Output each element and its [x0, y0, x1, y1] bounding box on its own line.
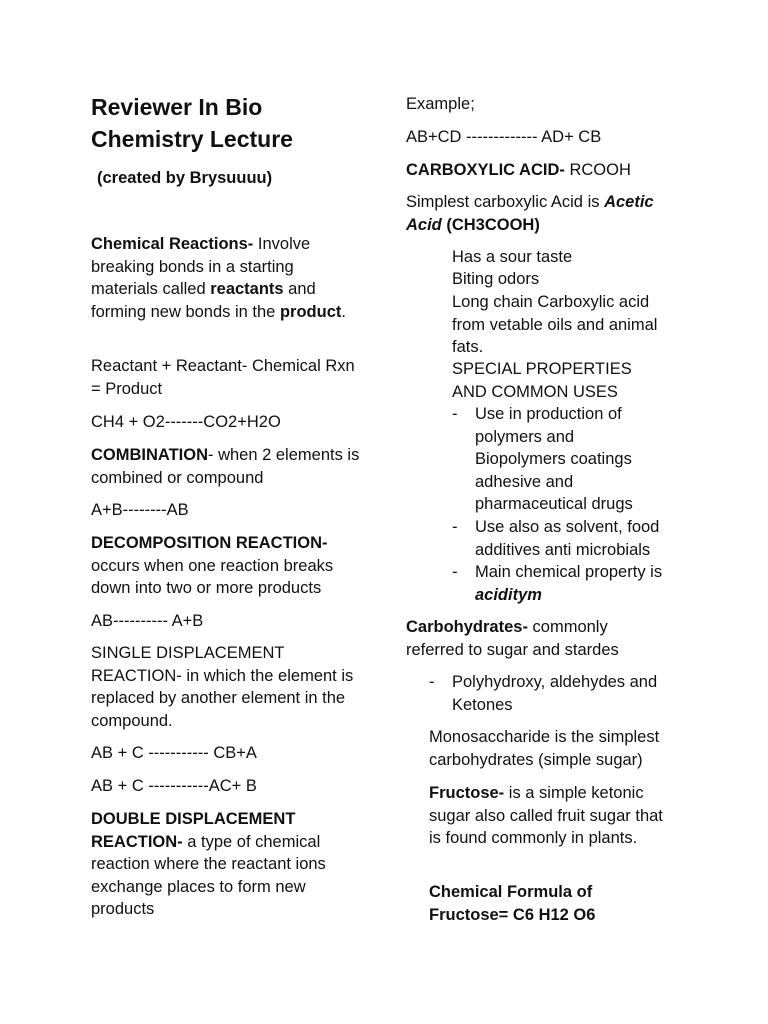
equation-combination: A+B--------AB	[91, 501, 189, 519]
carbohydrates-term: Carbohydrates-	[406, 618, 528, 636]
author-credit: (created by Brysuuuu)	[97, 169, 273, 187]
property-biting-odors: Biting odors	[452, 270, 540, 288]
decomposition-term: DECOMPOSITION REACTION-	[91, 534, 328, 552]
document-title: Reviewer In Bio Chemistry Lecture	[91, 94, 293, 152]
use-item-acidity	[452, 561, 692, 606]
single-displacement-paragraph: SINGLE DISPLACEMENT REACTION- in which the element is replaced by another element in the compound.	[91, 644, 354, 730]
bullet-dash: -	[452, 563, 458, 581]
fructose-formula: Chemical Formula of Fructose= C6 H12 O6	[429, 883, 596, 924]
fructose-paragraph	[429, 782, 664, 850]
special-properties-heading: SPECIAL PROPERTIES AND COMMON USES	[452, 360, 632, 401]
carbohydrates-text: commonly referred to sugar and stardes	[406, 618, 619, 659]
equation-single-displacement-2: AB + C -----------AC+ B	[91, 777, 257, 795]
bullet-dash: -	[452, 405, 458, 423]
fructose-term: Fructose-	[429, 784, 505, 802]
equation-decomposition: AB---------- A+B	[91, 612, 204, 630]
property-sour-taste: Has a sour taste	[452, 248, 573, 266]
carboxylic-acid-text: RCOOH	[564, 161, 631, 179]
double-displacement-paragraph	[91, 808, 353, 921]
carboxylic-acid-term: CARBOXYLIC ACID-	[406, 161, 565, 179]
acetic-acid-formula: (CH3COOH)	[441, 215, 540, 234]
fructose-text: is a simple ketonic sugar also called fruit sugar that is found commonly in plants.	[429, 784, 663, 847]
chemical-reactions-paragraph	[91, 233, 351, 323]
reactant-line: Reactant + Reactant- Chemical Rxn = Product	[91, 357, 355, 398]
bullet-dash: -	[452, 518, 458, 536]
product-bold: product	[279, 302, 342, 321]
property-long-chain: Long chain Carboxylic acid from vetable oils and animal fats.	[452, 293, 658, 356]
equation-double-displacement: AB+CD ------------- AD+ CB	[406, 128, 602, 146]
monosaccharide-paragraph: Monosaccharide is the simplest carbohydrates (simple sugar)	[429, 728, 660, 769]
double-displacement-term: DOUBLE DISPLACEMENT REACTION-	[91, 810, 296, 851]
use-item-solvent	[452, 516, 692, 561]
use-item-text-plain: Main chemical property is	[475, 563, 663, 581]
carboxylic-acid-paragraph	[406, 159, 631, 182]
example-label: Example;	[406, 95, 475, 113]
chemical-reactions-term: Chemical Reactions-	[91, 235, 254, 253]
decomposition-paragraph	[91, 532, 361, 600]
use-item-text	[475, 561, 690, 606]
combination-paragraph	[91, 444, 366, 489]
reactants-bold: reactants	[210, 280, 284, 298]
combination-text: - when 2 elements is combined or compound	[91, 446, 360, 487]
bullet-dash: -	[429, 673, 435, 691]
aciditym-term: aciditym	[475, 585, 542, 604]
chemical-reactions-text-3: .	[341, 302, 346, 321]
carb-bullet-text: Polyhydroxy, aldehydes and Ketones	[452, 673, 658, 714]
use-item-text: Use in production of polymers and Biopolymers coatings adhesive and pharmaceutical drugs	[475, 405, 633, 513]
simplest-text: Simplest carboxylic Acid is	[406, 193, 605, 211]
use-item-text: Use also as solvent, food additives anti microbials	[475, 518, 660, 559]
double-displacement-text: a type of chemical reaction where the reactant ions exchange places to form new products	[91, 832, 326, 918]
chemical-reactions-text-2: and forming new bonds in the	[91, 280, 316, 321]
equation-single-displacement-1: AB + C ----------- CB+A	[91, 744, 257, 762]
decomposition-text: occurs when one reaction breaks down into two or more products	[91, 556, 334, 597]
carb-bullet-polyhydroxy	[429, 671, 669, 716]
simplest-carboxylic-paragraph	[406, 191, 681, 236]
use-item-polymers	[452, 403, 692, 515]
acetic-acid-name: Acetic Acid	[406, 193, 654, 234]
carbohydrates-paragraph	[406, 616, 651, 661]
combination-term: COMBINATION	[91, 446, 209, 464]
equation-combustion: CH4 + O2-------CO2+H2O	[91, 413, 281, 431]
chemical-reactions-text-1: Involve breaking bonds in a starting materials called	[91, 235, 311, 298]
